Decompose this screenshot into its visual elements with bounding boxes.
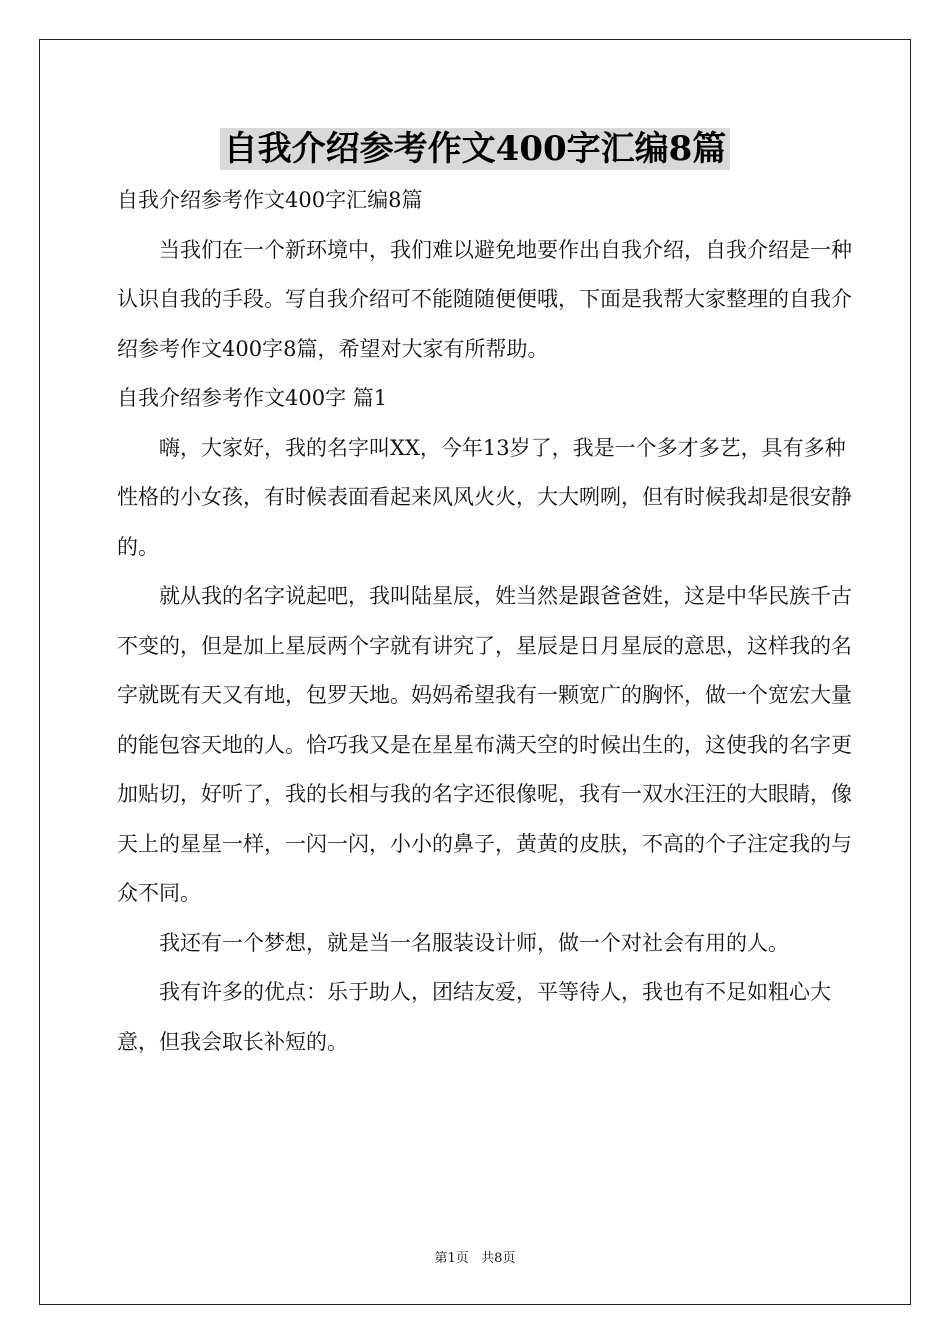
section-heading: 自我介绍参考作文400字 篇1 [117, 386, 388, 410]
paragraph: 嗨，大家好，我的名字叫XX，今年13岁了，我是一个多才多艺，具有多种性格的小女孩，有时候表面看起来风风火火，大大咧咧，但有时候我却是很安静的。 [117, 435, 852, 559]
paragraph: 我有许多的优点：乐于助人，团结友爱，平等待人，我也有不足如粗心大意，但我会取长补短的。 [117, 980, 831, 1054]
title-container [0, 128, 950, 170]
paragraph-intro: 当我们在一个新环境中，我们难以避免地要作出自我介绍，自我介绍是一种认识自我的手段。写自我介绍可不能随随便便哦，下面是我帮大家整理的自我介绍参考作文400字8篇，希望对大家有所帮助。 [117, 237, 852, 361]
document-subtitle: 自我介绍参考作文400字汇编8篇 [117, 188, 423, 212]
document-body [117, 176, 857, 1067]
paragraph: 我还有一个梦想，就是当一名服装设计师，做一个对社会有用的人。 [159, 930, 789, 955]
page-footer: 第1页 共8页 [434, 1251, 516, 1266]
document-title: 自我介绍参考作文400字汇编8篇 [220, 128, 731, 170]
paragraph: 就从我的名字说起吧，我叫陆星辰，姓当然是跟爸爸姓，这是中华民族千古不变的，但是加上星辰两个字就有讲究了，星辰是日月星辰的意思，这样我的名字就既有天又有地，包罗天地。妈妈希望我有一颗宽广的胸怀，做一个宽宏大量的能包容天地的人。恰巧我又是在星星布满天空的时候出生的，这使我的名字更加贴切，好听了，我的长相与我的名字还很像呢，我有一双水汪汪的大眼睛，像天上的星星一样，一闪一闪，小小的鼻子，黄黄的皮肤，不高的个子注定我的与众不同。 [117, 584, 852, 905]
